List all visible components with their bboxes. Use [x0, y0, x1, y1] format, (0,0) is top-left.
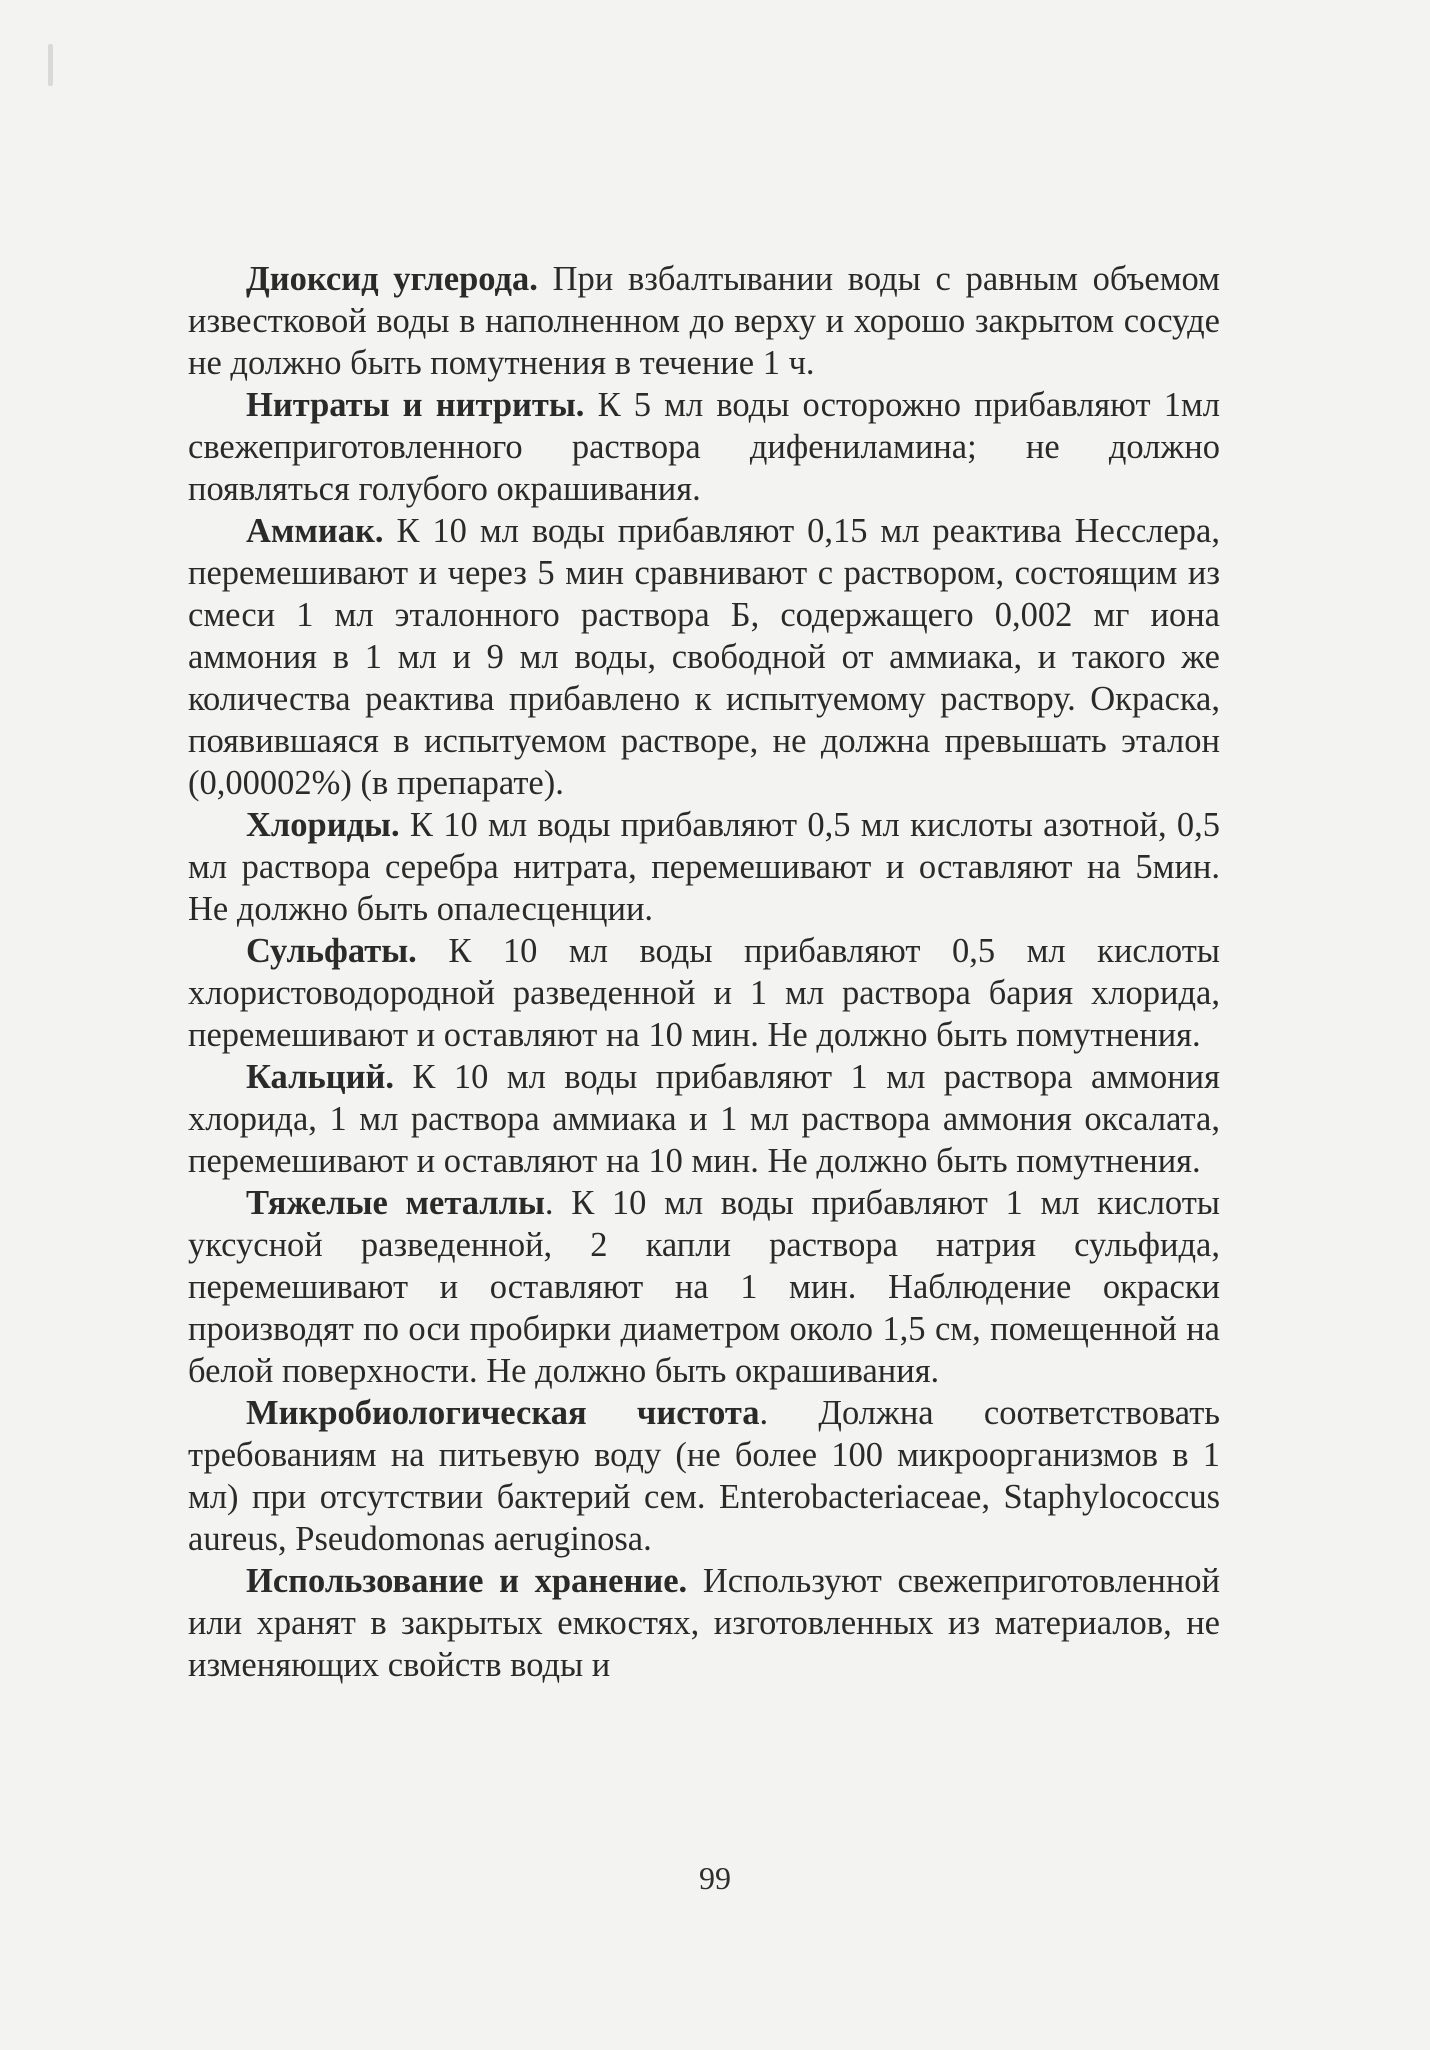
paragraph-calcium — [188, 1056, 1220, 1182]
paragraph-text: К 10 мл воды прибавляют 0,15 мл реактива Несслера, перемешивают и через 5 мин сравнивают с раствором, состоящим из смеси 1 мл эталонного раствора Б, содержащего 0,002 мг иона аммония в 1 мл и 9 мл воды, свободной от аммиака, и такого же количества реактива прибавлено к испытуемому раствору. Окраска, появившаяся в испытуемом растворе, не должна превышать эталон (0,00002%) (в препарате). — [188, 512, 1220, 802]
paragraph-usage-storage — [188, 1560, 1220, 1686]
paragraph-text: К 10 мл воды прибавляют 0,5 мл кислоты хлористоводородной разведенной и 1 мл раствора бария хлорида, перемешивают и оставляют на 10 мин. Не должно быть помутнения. — [188, 932, 1220, 1054]
scan-artifact — [48, 44, 53, 86]
paragraph-microbiological-purity — [188, 1392, 1220, 1560]
paragraph-text: . К 10 мл воды прибавляют 1 мл кислоты уксусной разведенной, 2 капли раствора натрия сульфида, перемешивают и оставляют на 1 мин. Наблюдение окраски производят по оси пробирки диаметром около 1,5 см, помещенной на белой поверхности. Не должно быть окрашивания. — [188, 1184, 1220, 1390]
paragraph-heading: Сульфаты. — [246, 932, 417, 970]
page-number: 99 — [699, 1860, 731, 1896]
paragraph-chlorides — [188, 804, 1220, 930]
paragraph-text: К 10 мл воды прибавляют 1 мл раствора аммония хлорида, 1 мл раствора аммиака и 1 мл раствора аммония оксалата, перемешивают и оставляют на 10 мин. Не должно быть помутнения. — [188, 1058, 1220, 1180]
paragraph-heading: Диоксид углерода. — [246, 260, 538, 298]
body-text — [188, 258, 1220, 1686]
paragraph-nitrates-nitrites — [188, 384, 1220, 510]
paragraph-heading: Хлориды. — [246, 806, 400, 844]
paragraph-text: . Должна соответствовать требованиям на питьевую воду (не более 100 микроорганизмов в 1 мл) при отсутствии бактерий сем. Enterobacteriaceae, Staphylococcus aureus, Pseudomonas aeruginosa. — [188, 1394, 1221, 1558]
paragraph-heading: Микробиологическая чистота — [246, 1394, 760, 1432]
paragraph-heavy-metals — [188, 1182, 1220, 1392]
paragraph-carbon-dioxide — [188, 258, 1220, 384]
paragraph-heading: Использование и хранение. — [246, 1562, 688, 1600]
paragraph-heading: Аммиак. — [246, 512, 384, 550]
paragraph-text: Используют свежеприготовленной или хранят в закрытых емкостях, изготовленных из материалов, не изменяющих свойств воды и — [188, 1562, 1220, 1684]
paragraph-text: К 5 мл воды осторожно прибавляют 1мл свежеприготовленного раствора дифениламина; не должно появляться голубого окрашивания. — [188, 386, 1220, 508]
paragraph-text: При взбалтывании воды с равным объемом известковой воды в наполненном до верху и хорошо закрытом сосуде не должно быть помутнения в течение 1 ч. — [188, 260, 1220, 382]
paragraph-heading: Нитраты и нитриты. — [246, 386, 585, 424]
paragraph-text: К 10 мл воды прибавляют 0,5 мл кислоты азотной, 0,5 мл раствора серебра нитрата, перемешивают и оставляют на 5мин. Не должно быть опалесценции. — [188, 806, 1220, 928]
paragraph-heading: Кальций. — [246, 1058, 394, 1096]
paragraph-sulfates — [188, 930, 1220, 1056]
paragraph-ammonia — [188, 510, 1220, 804]
paragraph-heading: Тяжелые металлы — [246, 1184, 545, 1222]
